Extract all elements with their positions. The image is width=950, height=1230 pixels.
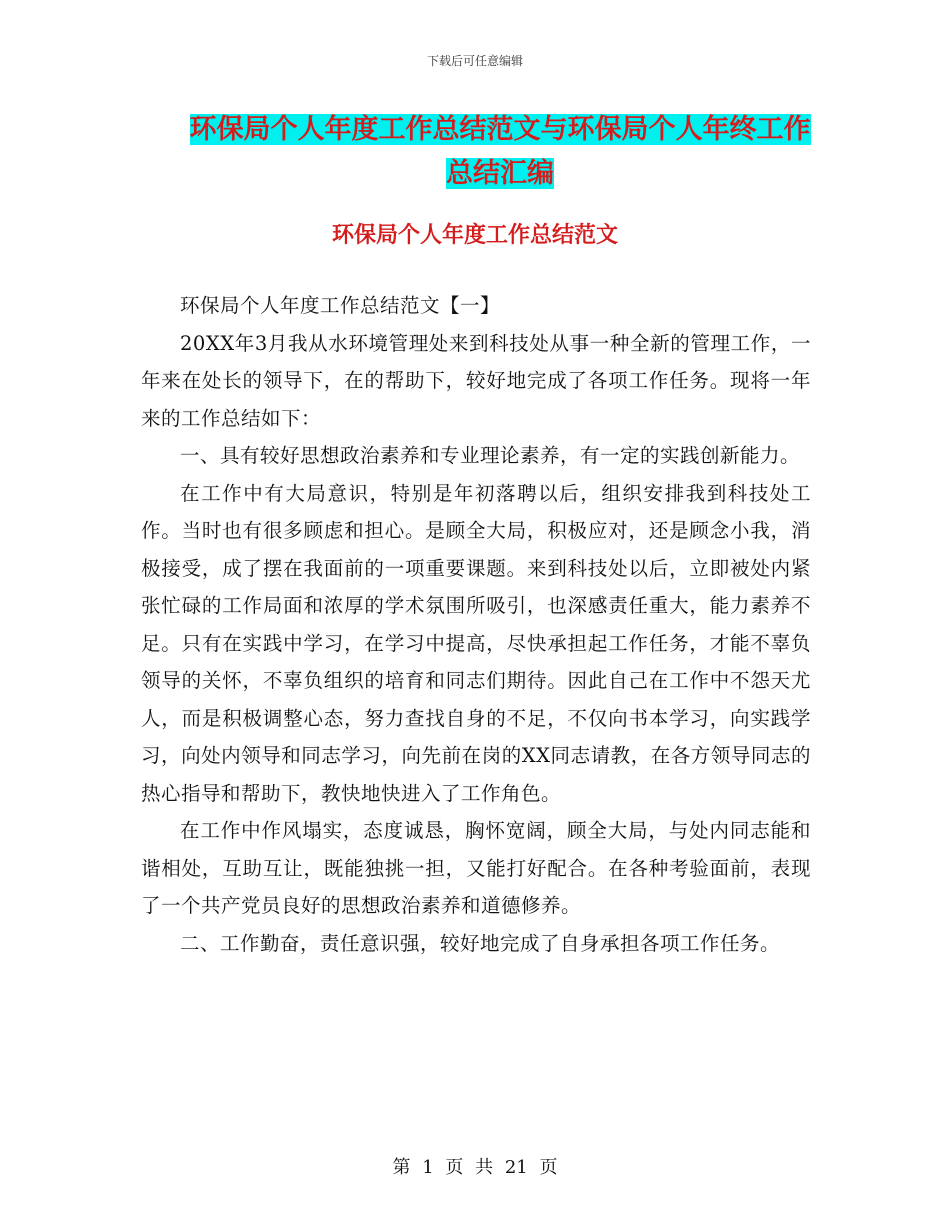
section-title: 环保局个人年度工作总结范文 [331,223,618,248]
document-title [140,108,860,196]
paragraph: 一、具有较好思想政治素养和专业理论素养，有一定的实践创新能力。 [180,444,801,467]
paragraph: 在工作中作风塌实，态度诚恳，胸怀宽阔，顾全大局，与处内同志能和谐相处，互助互让，既能独挑一担，又能打好配合。在各种考验面前，表现了一个共产党员良好的思想政治素养和道德修养。 [141,819,811,917]
paragraph: 20XX年3月我从水环境管理处来到科技处从事一种全新的管理工作，一年来在处长的领导下，在的帮助下，较好地完成了各项工作任务。现将一年来的工作总结如下： [141,331,811,430]
paragraph: 在工作中有大局意识，特别是年初落聘以后，组织安排我到科技处工作。当时也有很多顾虑和担心。是顾全大局，积极应对，还是顾念小我，消极接受，成了摆在我面前的一项重要课题。来到科技处以后，立即被处内紧张忙碌的工作局面和浓厚的学术氛围所吸引，也深感责任重大，能力素养不足。只有在实践中学习，在学习中提高，尽快承担起工作任务，才能不辜负领导的关怀，不辜负组织的培育和同志们期待。因此自己在工作中不怨天尤人，而是积极调整心态，努力查找自身的不足，不仅向书本学习，向实践学习，向处内领导和同志学习，向先前在岗的XX同志请教，在各方领导同志的热心指导和帮助下，教快地快进入了工作角色。 [141,481,811,805]
document-body [141,287,811,962]
header-note: 下载后可任意编辑 [426,54,523,68]
paragraph: 环保局个人年度工作总结范文【一】 [180,294,501,317]
paragraph: 二、工作勤奋，责任意识强，较好地完成了自身承担各项工作任务。 [180,931,781,955]
title-line-2: 总结汇编 [446,158,554,189]
page-footer: 第 1 页 共 21 页 [392,1157,558,1178]
title-line-1: 环保局个人年度工作总结范文与环保局个人年终工作 [189,114,811,145]
